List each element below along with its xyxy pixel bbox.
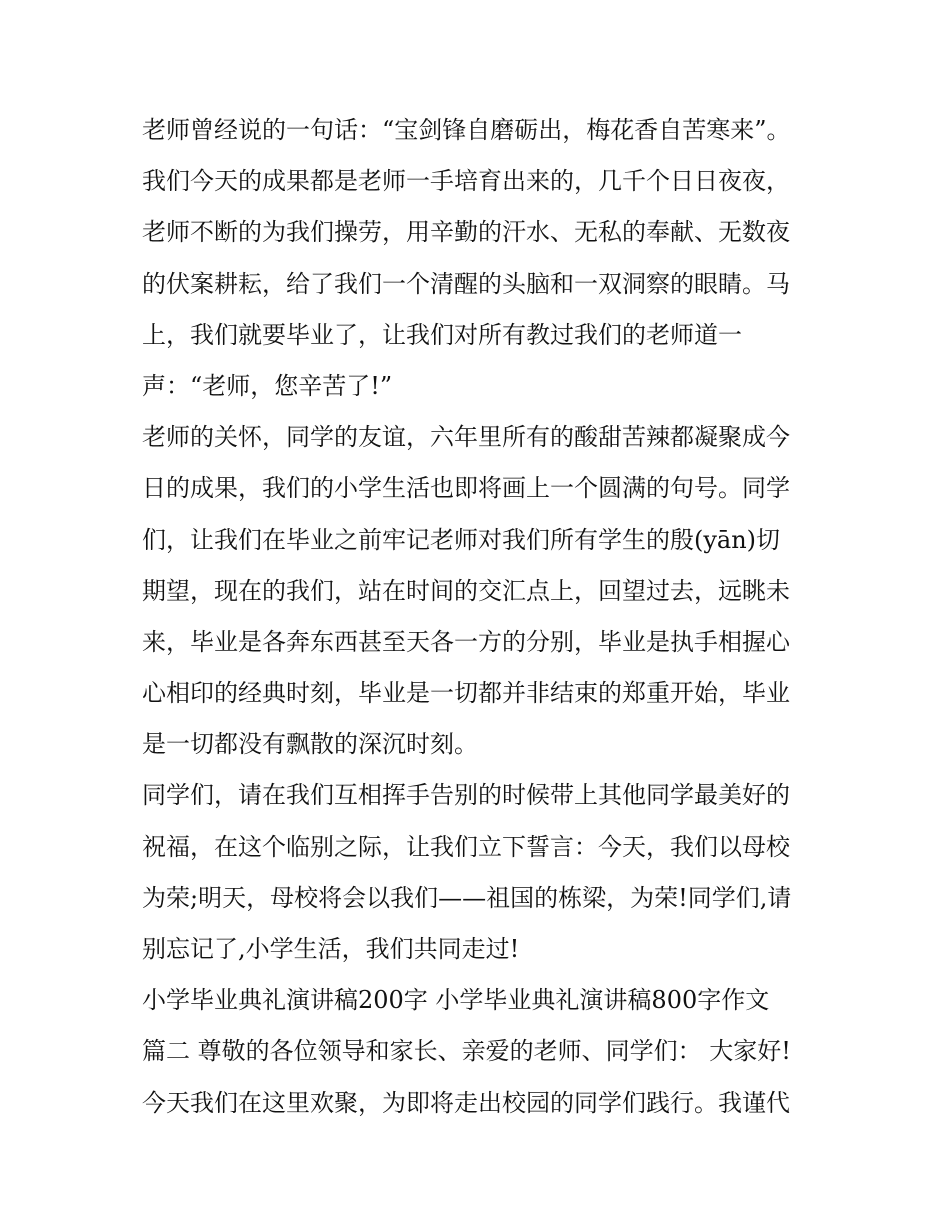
text-line: 来，毕业是各奔东西甚至天各一方的分别，毕业是执手相握心 [142, 627, 790, 656]
text-line: 篇二 尊敬的各位领导和家长、亲爱的老师、同学们： 大家好! [142, 1037, 791, 1066]
text-line: 老师的关怀，同学的友谊，六年里所有的酸甜苦辣都凝聚成今 [142, 423, 790, 452]
text-line: 期望，现在的我们，站在时间的交汇点上，回望过去，远眺未 [142, 576, 790, 605]
text-line: 同学们，请在我们互相挥手告别的时候带上其他同学最美好的 [142, 781, 790, 810]
text-line: 别忘记了,小学生活，我们共同走过! [142, 935, 520, 963]
text-line: 老师不断的为我们操劳，用辛勤的汗水、无私的奉献、无数夜 [142, 218, 790, 247]
text-line: 小学毕业典礼演讲稿200字 小学毕业典礼演讲稿800字作文 [142, 986, 770, 1015]
text-line: 日的成果，我们的小学生活也即将画上一个圆满的句号。同学 [142, 474, 790, 503]
text-line: 我们今天的成果都是老师一手培育出来的，几千个日日夜夜， [142, 167, 790, 196]
text-line: 们，让我们在毕业之前牢记老师对我们所有学生的殷(yān)切 [142, 525, 781, 554]
text-line: 上，我们就要毕业了，让我们对所有教过我们的老师道一 [142, 320, 742, 349]
text-line: 祝福，在这个临别之际，让我们立下誓言：今天，我们以母校 [142, 832, 790, 861]
text-line: 声：“老师，您辛苦了!” [142, 371, 393, 400]
text-line: 老师曾经说的一句话：“宝剑锋自磨砺出，梅花香自苦寒来”。 [142, 116, 791, 144]
text-line: 今天我们在这里欢聚，为即将走出校园的同学们践行。我谨代 [142, 1088, 790, 1117]
text-line: 为荣;明天，母校将会以我们——祖国的栋梁，为荣!同学们,请 [142, 883, 792, 912]
document-body [142, 105, 822, 1129]
text-line: 心相印的经典时刻，毕业是一切都并非结束的郑重开始，毕业 [142, 679, 790, 708]
text-line: 是一切都没有飘散的深沉时刻。 [142, 730, 478, 759]
text-line: 的伏案耕耘，给了我们一个清醒的头脑和一双洞察的眼睛。马 [142, 269, 790, 298]
